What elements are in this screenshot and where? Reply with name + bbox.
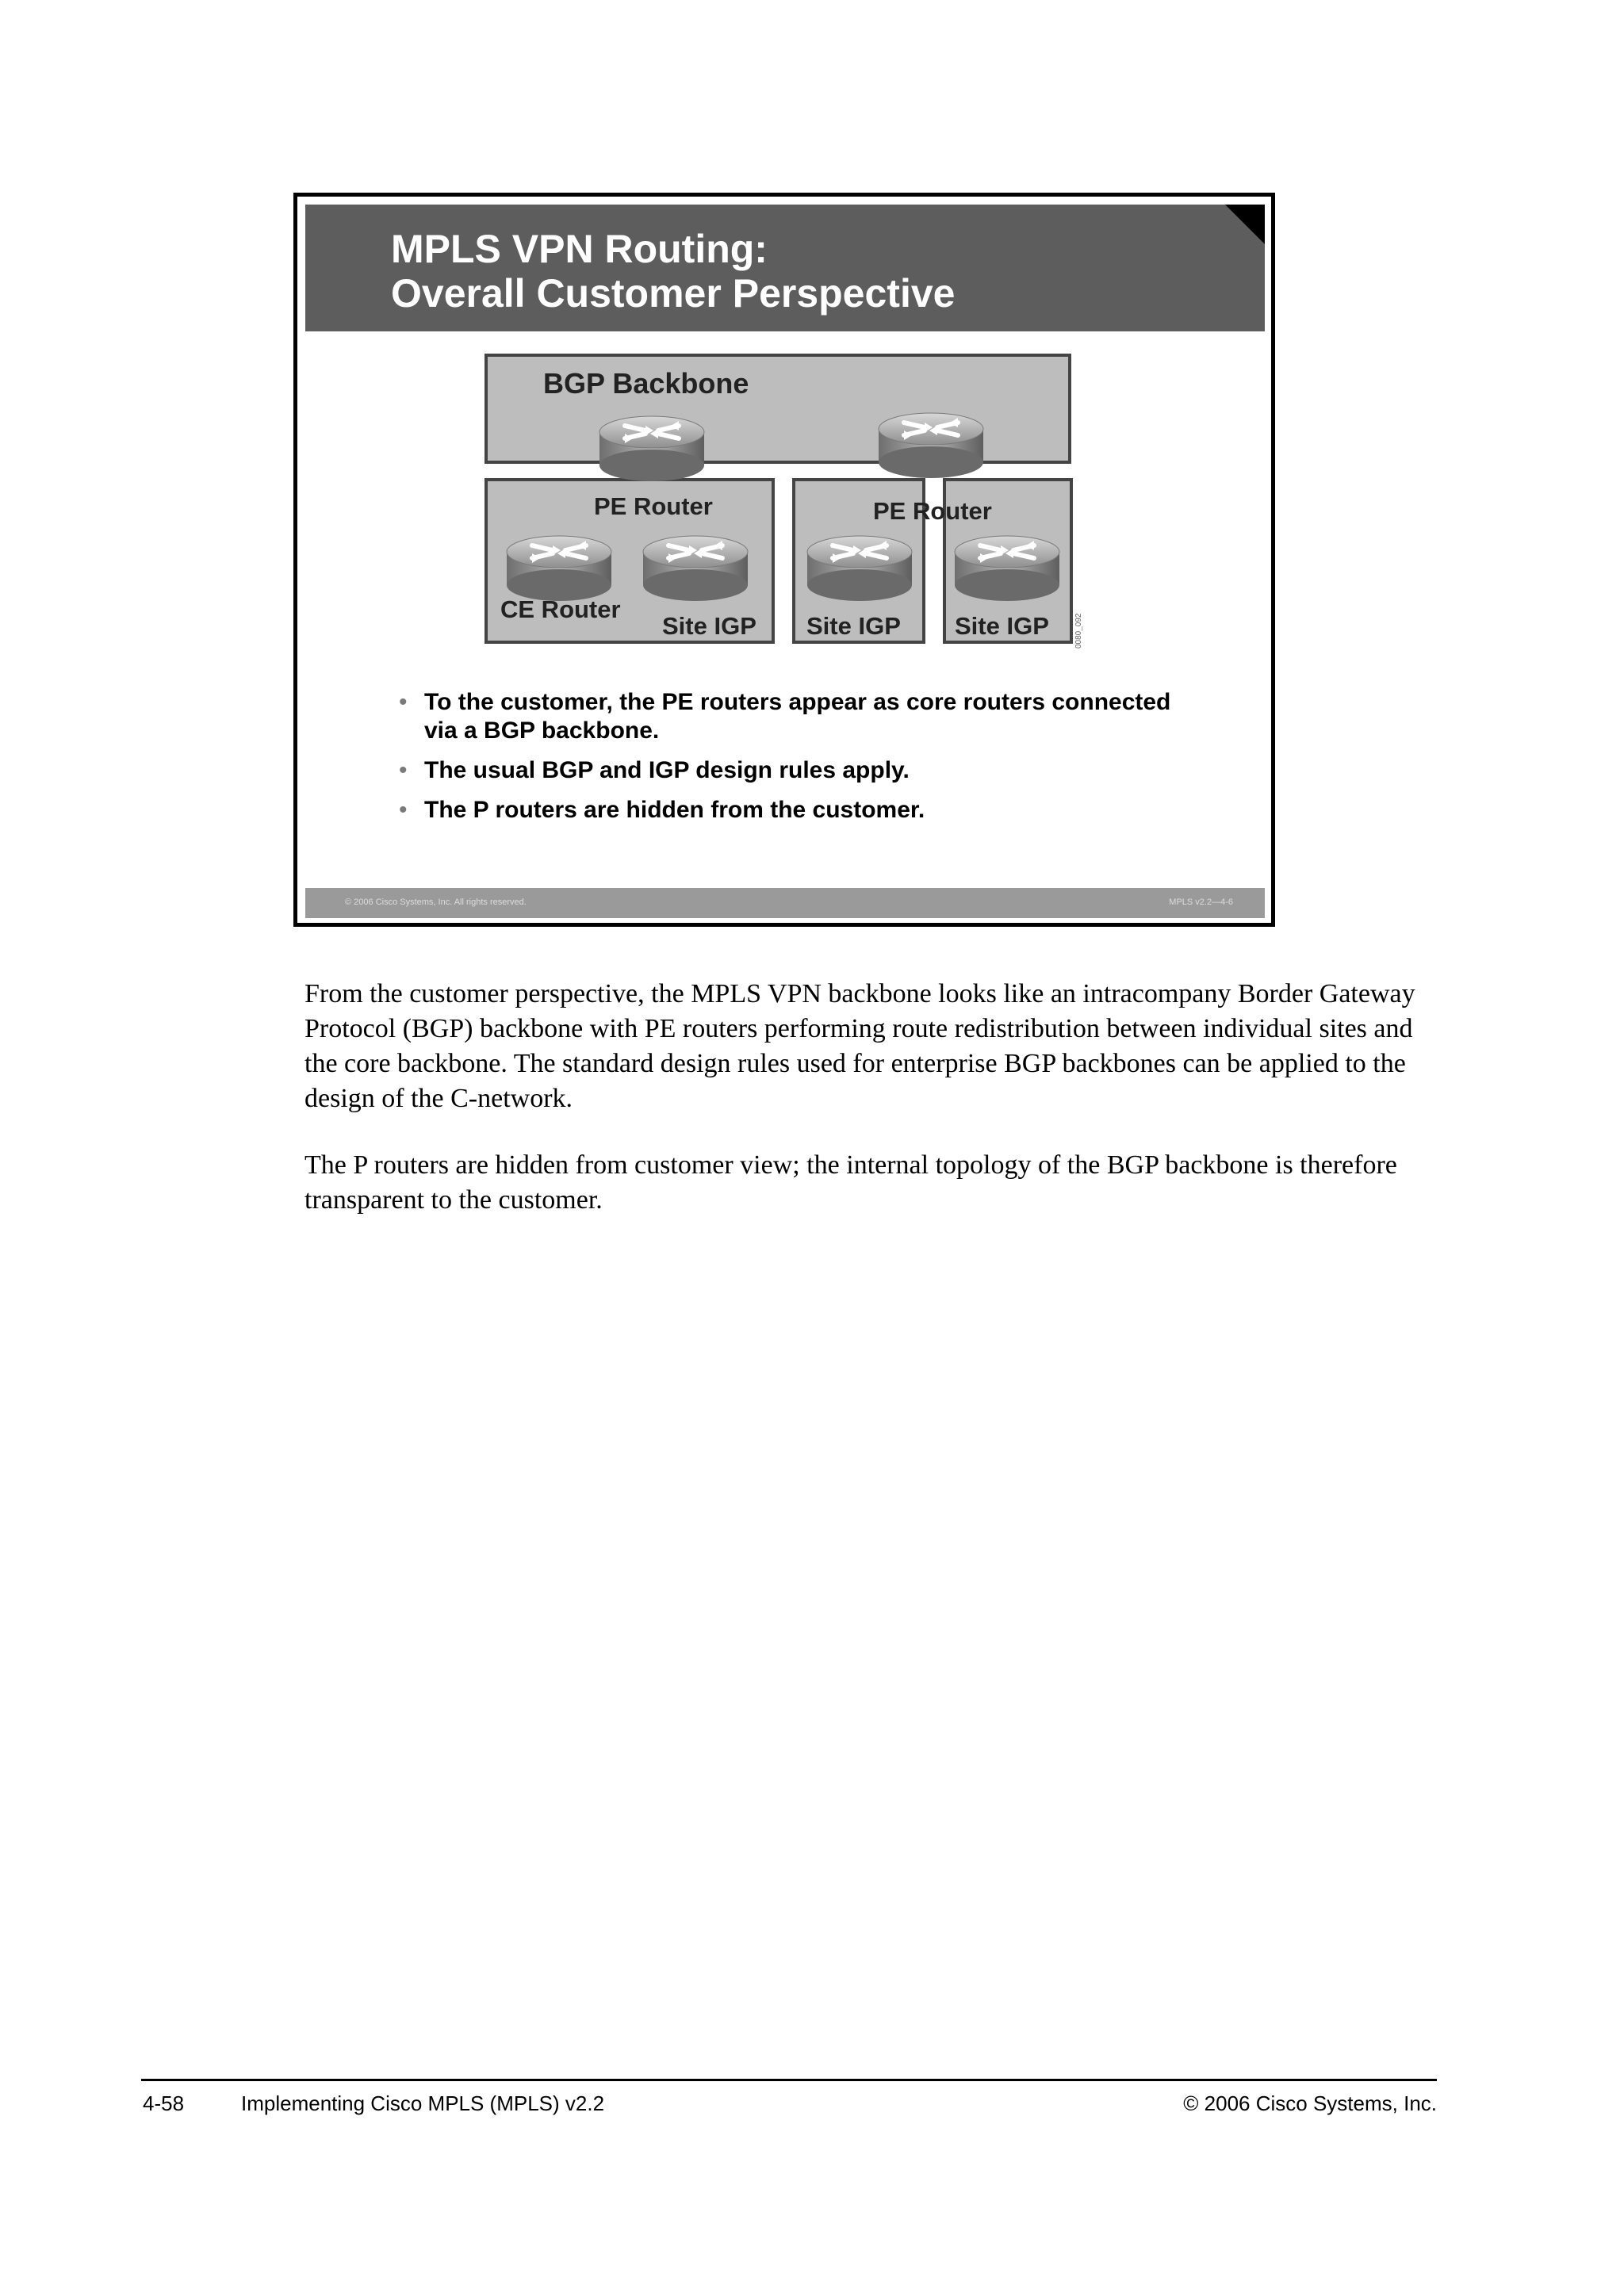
bullet-dot-icon: • <box>399 797 408 823</box>
slide-footer-bar <box>305 888 1265 918</box>
slide-bullet-list <box>399 688 1192 836</box>
slide-bullet-text: The usual BGP and IGP design rules apply. <box>424 757 910 783</box>
slide-bullet <box>399 796 1192 825</box>
slide-bullet-text: The P routers are hidden from the customer. <box>424 797 925 823</box>
slide-figure <box>293 193 1275 927</box>
ce-router-icon <box>507 536 611 601</box>
pe-router-icon <box>879 413 983 478</box>
figure-id: 0080_092 <box>1074 613 1083 649</box>
site-igp-label: Site IGP <box>806 612 901 640</box>
pe-router-label: PE Router <box>594 492 713 520</box>
site-igp-label: Site IGP <box>662 612 756 640</box>
body-paragraph: From the customer perspective, the MPLS VPN backbone looks like an intracompany Border Gateway Protocol (BGP) backbone with PE routers performing route redistribution between individual sites and the core backbone. The standard design rules used for enterprise BGP backbones can be applied to the design of the C-network. <box>304 979 1415 1113</box>
bullet-dot-icon: • <box>399 757 408 783</box>
footer-rule <box>141 2079 1437 2081</box>
slide-footer-version: MPLS v2.2—4-6 <box>1169 897 1233 907</box>
backbone-label: BGP Backbone <box>543 367 749 400</box>
page-number: 4-58 <box>143 2091 185 2115</box>
slide-bullet <box>399 688 1192 745</box>
router-icon <box>807 536 912 601</box>
slide-footer-copyright: © 2006 Cisco Systems, Inc. All rights reserved. <box>345 897 527 907</box>
pe-router-icon <box>599 416 704 481</box>
router-icon <box>955 536 1059 601</box>
bullet-dot-icon: • <box>399 689 408 715</box>
router-icon <box>643 536 748 601</box>
footer-copyright: © 2006 Cisco Systems, Inc. <box>1183 2091 1437 2115</box>
course-title: Implementing Cisco MPLS (MPLS) v2.2 <box>241 2091 605 2115</box>
body-text <box>304 977 1431 1249</box>
slide-bullet-text: To the customer, the PE routers appear as core routers connected via a BGP backbone. <box>424 689 1171 744</box>
slide-title-line1: MPLS VPN Routing: <box>391 227 768 271</box>
site-igp-label: Site IGP <box>955 612 1049 640</box>
slide-title-line2: Overall Customer Perspective <box>391 271 956 316</box>
ce-router-label: CE Router <box>500 595 621 623</box>
slide-bullet <box>399 756 1192 785</box>
pe-router-label: PE Router <box>873 497 992 525</box>
body-paragraph: The P routers are hidden from customer view; the internal topology of the BGP backbone is therefore transparent to the customer. <box>304 1150 1397 1215</box>
